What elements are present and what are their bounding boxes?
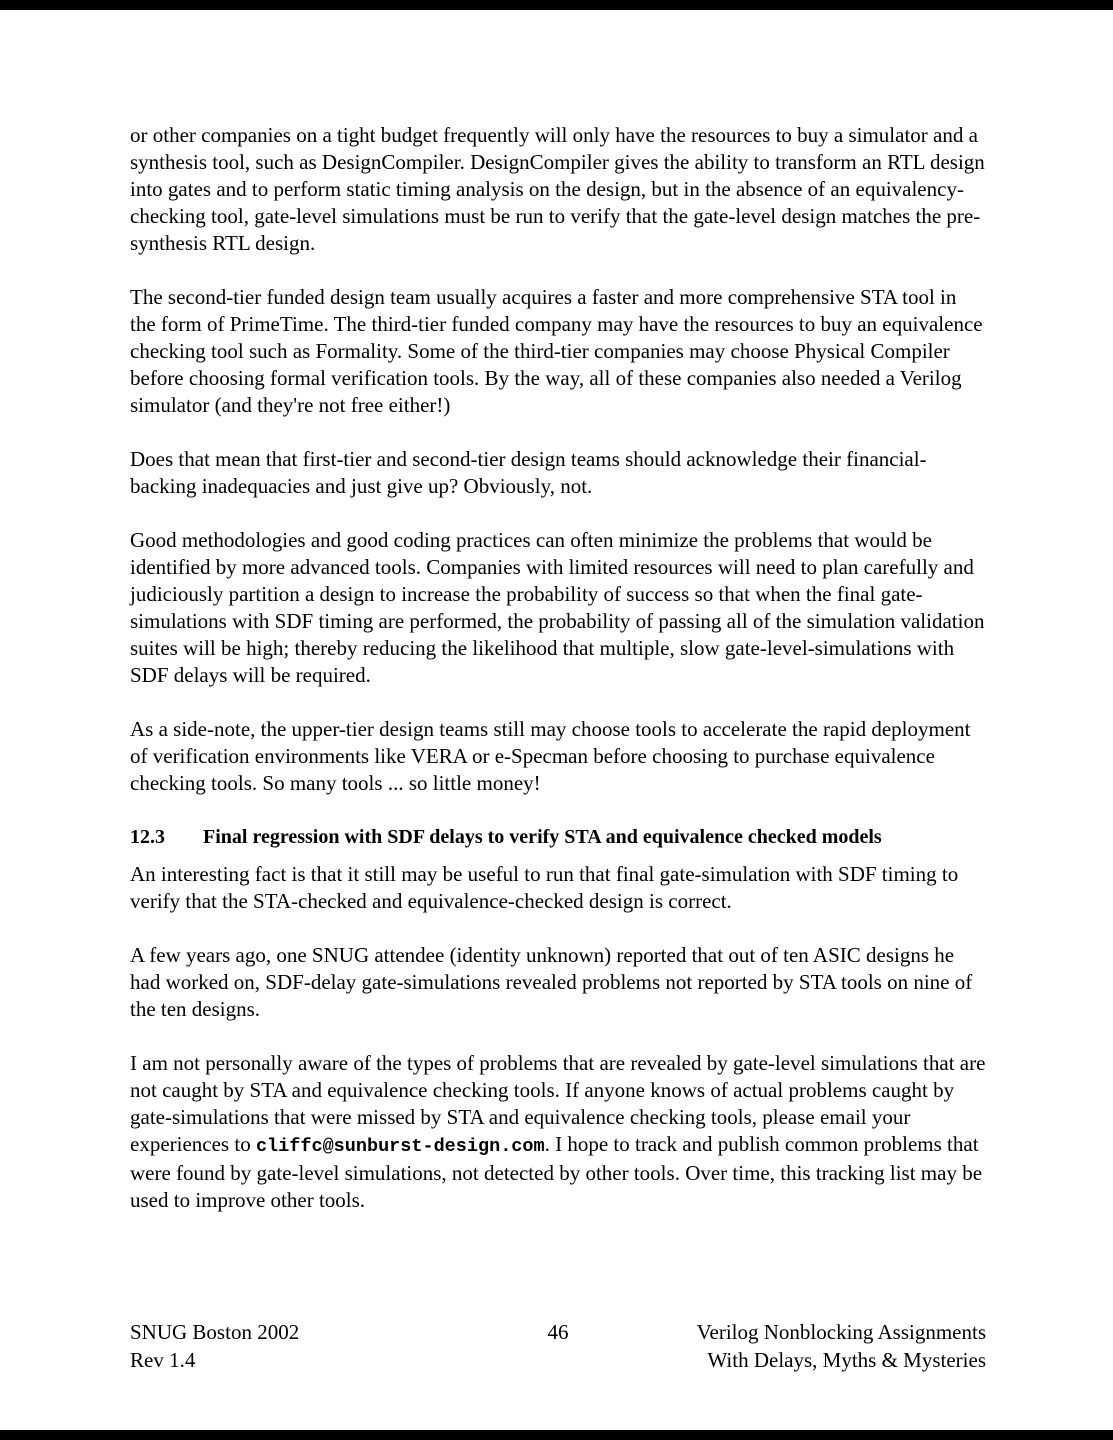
- paragraph-5: As a side-note, the upper-tier design teams still may choose tools to accelerate the rapid deployment of verification environments like VERA or e-Specman before choosing to purchase equivalence checking tools. So many tools ... so little money!: [130, 717, 971, 795]
- email-address: cliffc@sunburst-design.com: [255, 1136, 545, 1157]
- paragraph-8: [130, 1050, 986, 1214]
- paragraph-3: Does that mean that first-tier and second-tier design teams should acknowledge their financial-backing inadequacies and just give up? Obviously, not.: [130, 447, 927, 498]
- page-body-text: [130, 122, 986, 1241]
- scan-edge-top: [0, 0, 1113, 10]
- footer-revision: Rev 1.4: [130, 1348, 196, 1372]
- paragraph-6: An interesting fact is that it still may be useful to run that final gate-simulation with SDF timing to verify that the STA-checked and equivalence-checked design is correct.: [130, 862, 959, 913]
- page-footer: [130, 1318, 986, 1374]
- footer-left: [130, 1318, 299, 1374]
- paragraph-2: The second-tier funded design team usually acquires a faster and more comprehensive STA tool in the form of PrimeTime. The third-tier funded company may have the resources to buy an equivalence checking tool such as Formality. Some of the third-tier companies may choose Physical Compiler before choosing formal verification tools. By the way, all of these companies also needed a Verilog simulator (and they're not free either!): [130, 285, 983, 417]
- paragraph-1: or other companies on a tight budget frequently will only have the resources to buy a simulator and a synthesis tool, such as DesignCompiler. DesignCompiler gives the ability to transform an RTL design into gates and to perform static timing analysis on the design, but in the absence of an equivalency-checking tool, gate-level simulations must be run to verify that the gate-level design matches the pre-synthesis RTL design.: [130, 123, 985, 255]
- scan-edge-bottom: [0, 1430, 1113, 1440]
- section-heading: [130, 824, 986, 851]
- footer-page-number: 46: [547, 1320, 569, 1344]
- paragraph-4: Good methodologies and good coding practices can often minimize the problems that would be identified by more advanced tools. Companies with limited resources will need to plan carefully and judiciously partition a design to increase the probability of success so that when the final gate-simulations with SDF timing are performed, the probability of passing all of the simulation validation suites will be high; thereby reducing the likelihood that multiple, slow gate-level-simulations with SDF delays will be required.: [130, 528, 985, 687]
- paragraph-8-post: . I hope to track and publish common problems that were found by gate-level simulations, not detected by other tools. Over time, this tracking list may be used to improve other tools.: [130, 1132, 983, 1212]
- footer-right: [697, 1318, 986, 1374]
- footer-conference: SNUG Boston 2002: [130, 1320, 300, 1344]
- footer-title-line1: Verilog Nonblocking Assignments: [696, 1320, 986, 1344]
- footer-title-line2: With Delays, Myths & Mysteries: [707, 1348, 986, 1372]
- paragraph-7: A few years ago, one SNUG attendee (identity unknown) reported that out of ten ASIC designs he had worked on, SDF-delay gate-simulations revealed problems not reported by STA tools on nine of the ten designs.: [130, 943, 973, 1021]
- section-number: 12.3: [130, 826, 165, 848]
- section-title: Final regression with SDF delays to verify STA and equivalence checked models: [203, 826, 882, 848]
- paragraph-8-pre: I am not personally aware of the types of problems that are revealed by gate-level simulations that are not caught by STA and equivalence checking tools. If anyone knows of actual problems caught by gate-simulations that were missed by STA and equivalence checking tools, please email your experiences to: [130, 1051, 986, 1156]
